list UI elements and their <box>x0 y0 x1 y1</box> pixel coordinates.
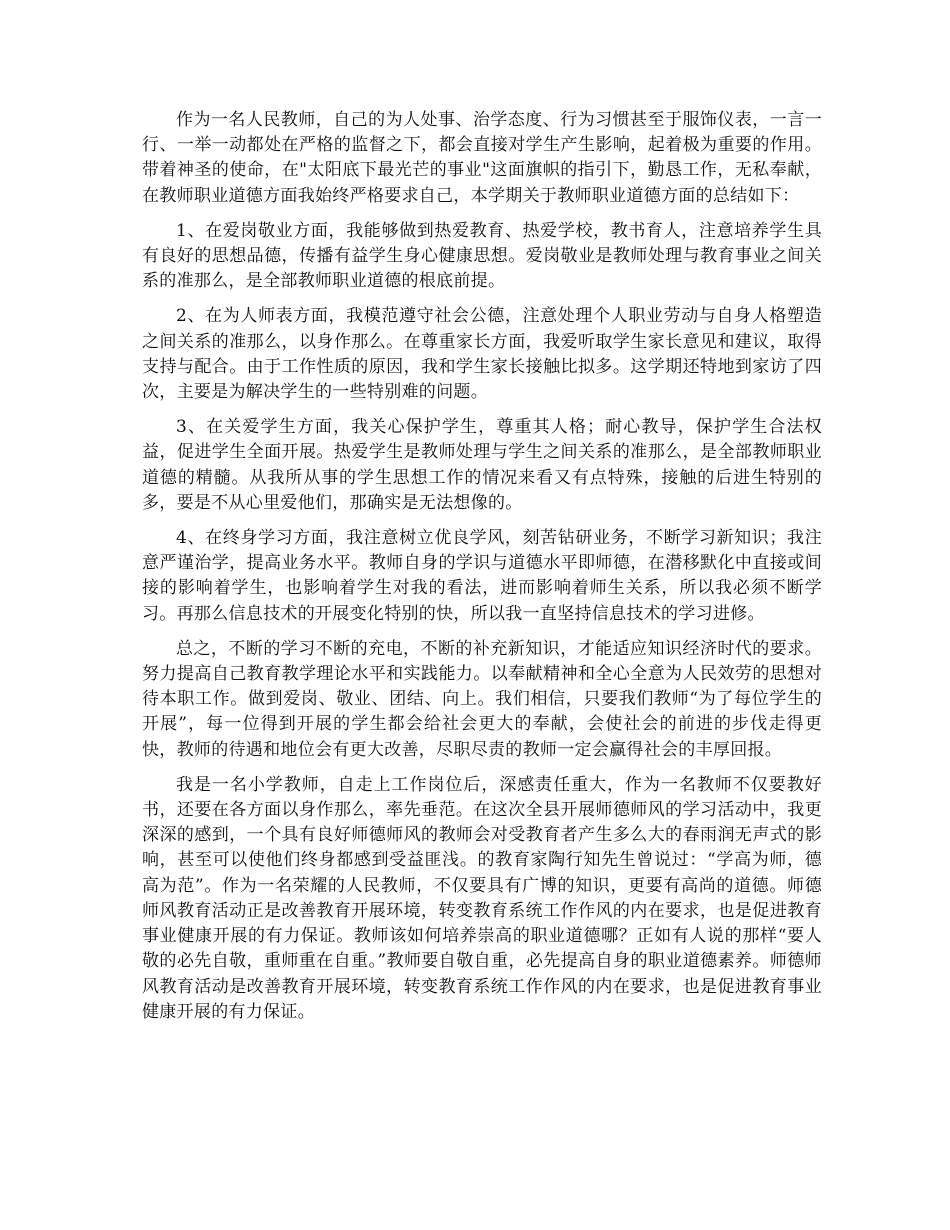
paragraph-role-model: 2、在为人师表方面，我模范遵守社会公德，注意处理个人职业劳动与自身人格塑造之间关系的准那么，以身作那么。在尊重家长方面，我爱听取学生家长意见和建议，取得支持与配合。由于工作性质的原因，我和学生家长接触比拟多。这学期还特地到家访了四次，主要是为解决学生的一些特别难的问题。 <box>142 306 822 403</box>
paragraph-intro: 作为一名人民教师，自己的为人处事、治学态度、行为习惯甚至于服饰仪表，一言一行、一举一动都处在严格的监督之下，都会直接对学生产生影响，起着极为重要的作用。带着神圣的使命，在"太阳底下最光芒的事业"这面旗帜的指引下，勤恳工作，无私奉献，在教师职业道德方面我始终严格要求自己，本学期关于教师职业道德方面的总结如下： <box>142 110 822 206</box>
paragraph-teacher-ethics: 我是一名小学教师，自走上工作岗位后，深感责任重大，作为一名教师不仅要教好书，还要在各方面以身作那么，率先垂范。在这次全县开展师德师风的学习活动中，我更深深的感到，一个具有良好师德师风的教师会对受教育者产生多么大的春雨润无声式的影响，甚至可以使他们终身都感到受益匪浅。的教育家陶行知先生曾说过：“学高为师，德高为范”。作为一名荣耀的人民教师，不仅要具有广博的知识，更要有高尚的道德。师德师风教育活动正是改善教育开展环境，转变教育系统工作作风的内在要求，也是促进教育事业健康开展的有力保证。教师该如何培养崇高的职业道德哪？正如有人说的那样“要人敬的必先自敬，重师重在自重。”教师要自敬自重，必先提高自身的职业道德素养。师德师风教育活动是改善教育开展环境，转变教育系统工作作风的内在要求，也是促进教育事业健康开展的有力保证。 <box>142 774 822 1022</box>
paragraph-dedication: 1、在爱岗敬业方面，我能够做到热爱教育、热爱学校，教书育人，注意培养学生具有良好的思想品德，传播有益学生身心健康思想。爱岗敬业是教师处理与教育事业之间关系的准那么，是全部教师职业道德的根底前提。 <box>142 220 822 292</box>
paragraph-lifelong-learning: 4、在终身学习方面，我注意树立优良学风，刻苦钻研业务，不断学习新知识；我注意严谨治学，提高业务水平。教师自身的学识与道德水平即师德，在潜移默化中直接或间接的影响着学生，也影响着学生对我的看法，进而影响着师生关系，所以我必须不断学习。再那么信息技术的开展变化特别的快，所以我一直坚持信息技术的学习进修。 <box>142 528 822 624</box>
paragraph-summary: 总之，不断的学习不断的充电，不断的补充新知识，才能适应知识经济时代的要求。努力提高自己教育教学理论水平和实践能力。以奉献精神和全心全意为人民效劳的思想对待本职工作。做到爱岗、敬业、团结、向上。我们相信，只要我们教师“为了每位学生的开展”，每一位得到开展的学生都会给社会更大的奉献，会使社会的前进的步伐走得更快，教师的待遇和地位会有更大改善，尽职尽责的教师一定会赢得社会的丰厚回报。 <box>142 638 822 760</box>
paragraph-care-for-students: 3、在关爱学生方面，我关心保护学生，尊重其人格；耐心教导，保护学生合法权益，促进学生全面开展。热爱学生是教师处理与学生之间关系的准那么，是全部教师职业道德的精髓。从我所从事的学生思想工作的情况来看又有点特殊，接触的后进生特别的多，要是不从心里爱他们，那确实是无法想像的。 <box>142 417 822 513</box>
